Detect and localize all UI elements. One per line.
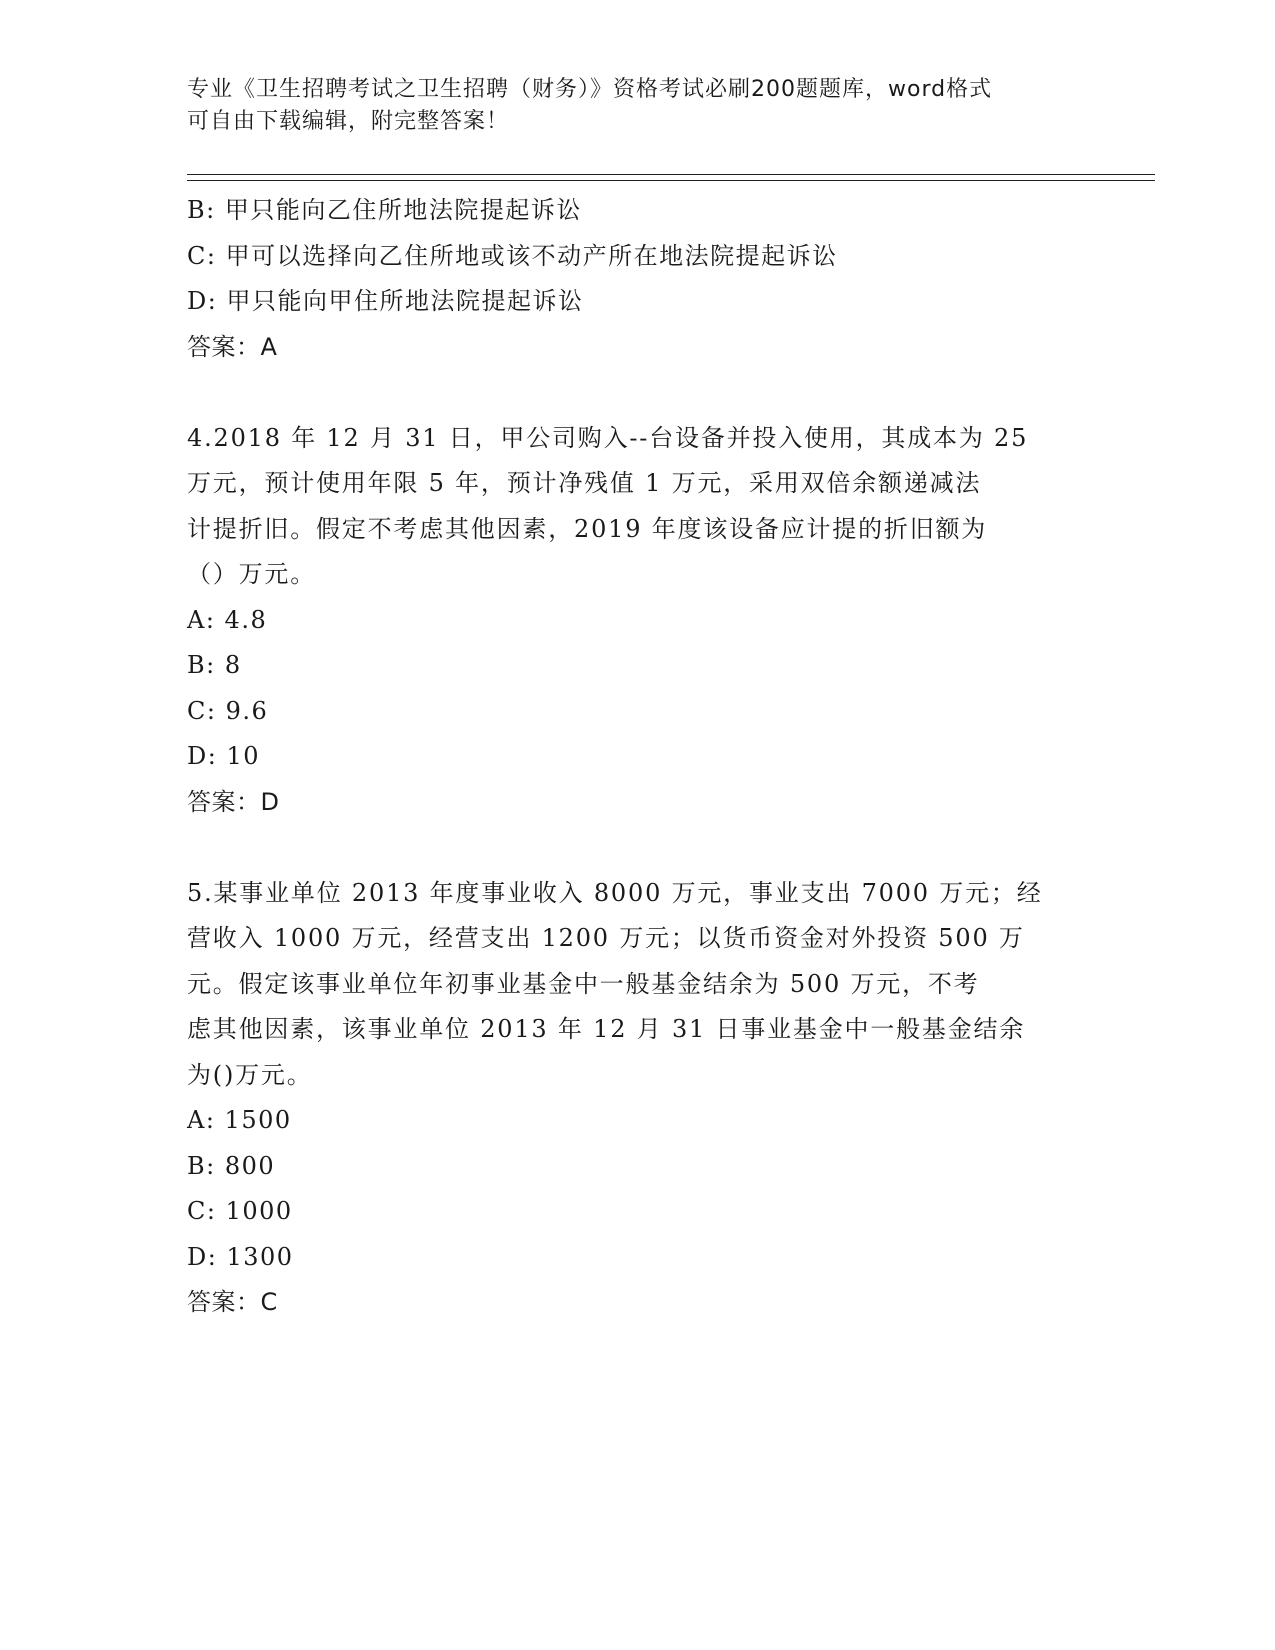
stem-line: 4.2018 年 12 月 31 日，甲公司购入--台设备并投入使用，其成本为 25 [187, 423, 1029, 452]
stem-line: 元。假定该事业单位年初事业基金中一般基金结余为 500 万元，不考 [187, 969, 980, 998]
question-4 [187, 416, 1087, 826]
option-c: C: 1000 [187, 1197, 293, 1225]
option-b: B: 甲只能向乙住所地法院提起诉讼 [187, 196, 582, 224]
stem-line: （）万元。 [187, 560, 316, 588]
header-line-2: 可自由下载编辑，附完整答案！ [187, 109, 510, 134]
header-line-1: 专业《卫生招聘考试之卫生招聘（财务）》资格考试必刷200题题库，word格式 [187, 77, 993, 102]
option-c: C: 甲可以选择向乙住所地或该不动产所在地法院提起诉讼 [187, 241, 838, 270]
header-divider-bottom [187, 180, 1155, 181]
stem-line: 5.某事业单位 2013 年度事业收入 8000 万元，事业支出 7000 万元；经 [187, 878, 1043, 907]
option-a: A: 4.8 [187, 605, 268, 634]
stem-line: 虑其他因素，该事业单位 2013 年 12 月 31 日事业基金中一般基金结余 [187, 1015, 1026, 1043]
option-c: C: 9.6 [187, 696, 269, 725]
option-b: B: 800 [187, 1151, 276, 1180]
option-b: B: 8 [187, 651, 242, 679]
stem-line: 万元，预计使用年限 5 年，预计净残值 1 万元，采用双倍余额递减法 [187, 469, 982, 497]
document-body [187, 188, 1087, 1326]
question-stem [187, 416, 1087, 598]
header-divider-top [187, 174, 1155, 175]
option-d: D: 甲只能向甲住所地法院提起诉讼 [187, 287, 584, 315]
answer-line: 答案：C [187, 1288, 278, 1316]
option-d: D: 10 [187, 742, 260, 770]
spacer [187, 825, 1087, 871]
document-header [187, 74, 1067, 138]
spacer [187, 370, 1087, 416]
stem-line: 为()万元。 [187, 1060, 313, 1089]
answer-line: 答案：A [187, 332, 278, 361]
question-stem [187, 871, 1087, 1099]
option-a: A: 1500 [187, 1106, 292, 1134]
question-3 [187, 188, 1087, 370]
stem-line: 计提折旧。假定不考虑其他因素，2019 年度该设备应计提的折旧额为 [187, 514, 988, 543]
answer-line: 答案：D [187, 787, 280, 816]
question-5 [187, 871, 1087, 1326]
stem-line: 营收入 1000 万元，经营支出 1200 万元；以货币资金对外投资 500 万 [187, 924, 1025, 952]
option-d: D: 1300 [187, 1242, 294, 1271]
